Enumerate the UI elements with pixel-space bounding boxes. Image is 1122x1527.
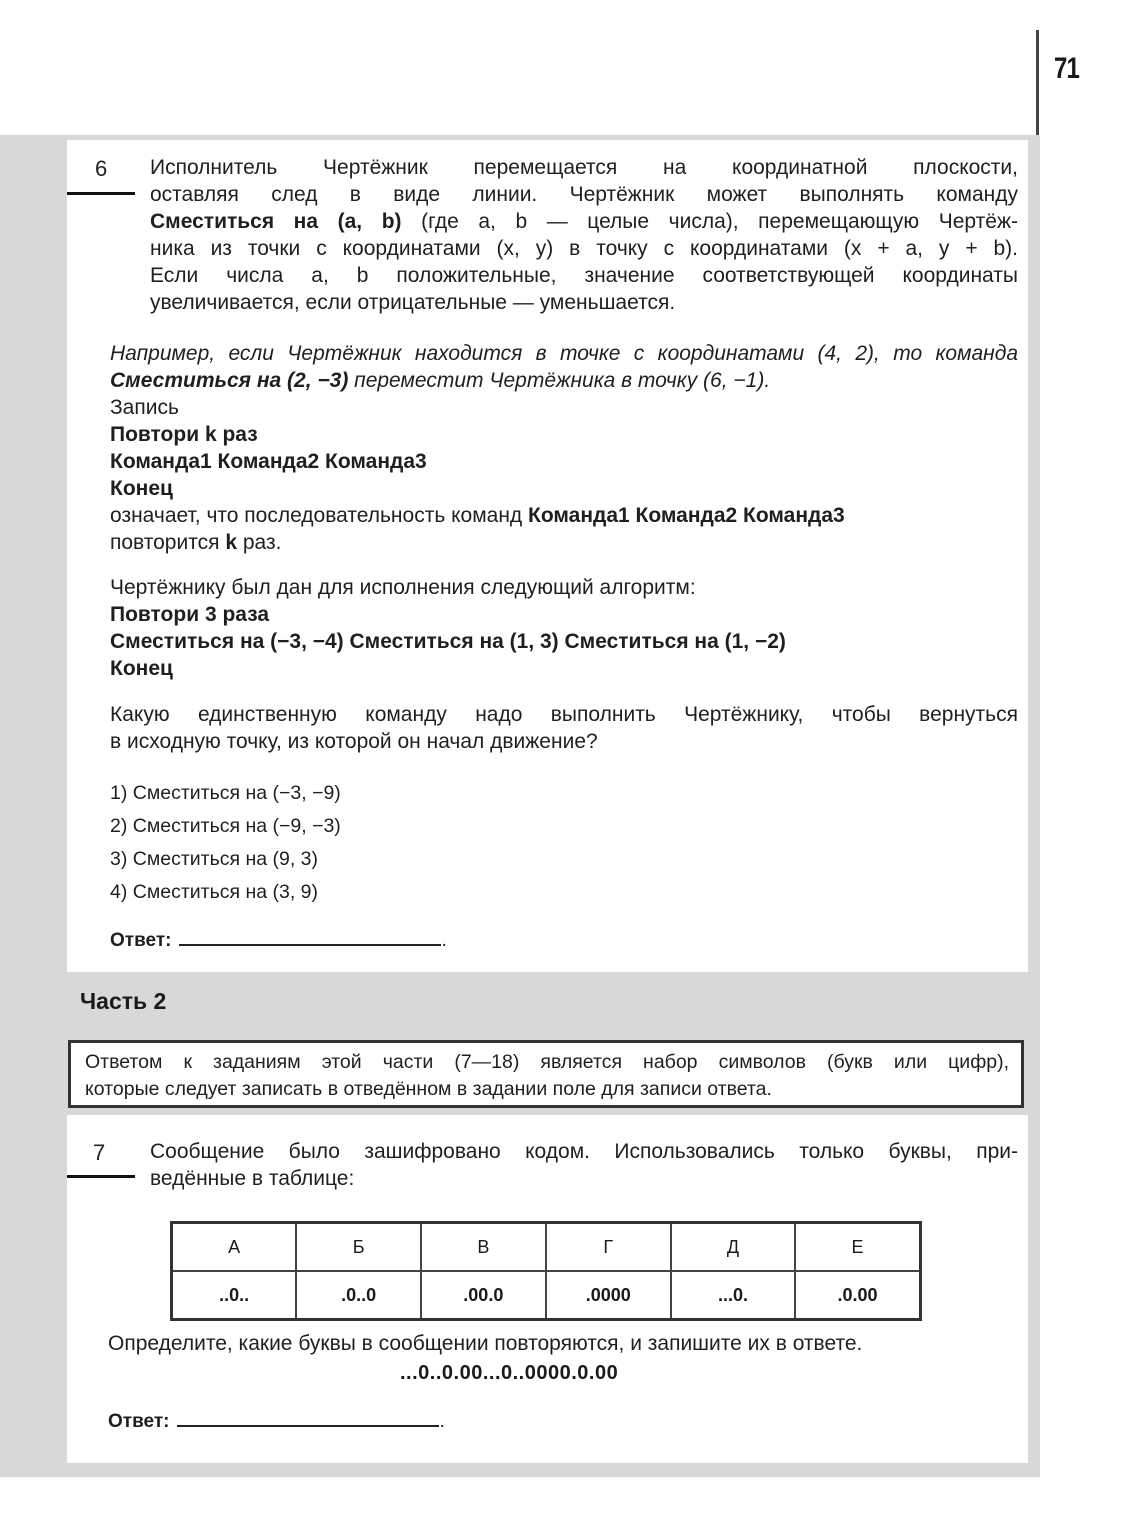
option-4[interactable]: 4) Сместиться на (3, 9): [110, 881, 319, 903]
code-cell: ...0.: [671, 1271, 795, 1320]
intro-line: ника из точки с координатами (x, y) в точку с координатами (x + a, y + b).: [150, 237, 1018, 260]
instruction-line: Ответом к заданиям этой части (7—18) является набор символов (букв или цифр),: [85, 1051, 1009, 1073]
task-7-answer-row: [108, 1407, 445, 1435]
example-command: Сместиться на (2, −3): [110, 369, 349, 392]
answer-options: [110, 777, 610, 909]
intro-line: Исполнитель Чертёжник перемещается на координатной плоскости,: [150, 156, 1018, 179]
code-cell: .0..0: [296, 1271, 421, 1320]
code-table: [170, 1221, 922, 1321]
algorithm-label: Чертёжнику был дан для исполнения следующий алгоритм:: [110, 576, 696, 599]
means-k: k: [225, 531, 237, 554]
record-line: Повтори k раз: [110, 423, 258, 446]
code-cell: .00.0: [421, 1271, 546, 1320]
intro-line: оставляя след в виде линии. Чертёжник может выполнять команду: [150, 183, 1018, 206]
letter-cell: Б: [296, 1223, 421, 1272]
option-3[interactable]: 3) Сместиться на (9, 3): [110, 848, 319, 870]
task-6-answer-field[interactable]: [179, 926, 441, 946]
answer-period: .: [441, 929, 447, 951]
means-line: [110, 529, 1018, 556]
answer-label: Ответ:: [110, 930, 172, 951]
example-text: переместит Чертёжника в точку (6, −1).: [348, 369, 771, 392]
record-label: Запись: [110, 396, 179, 419]
algorithm-block: [110, 574, 1018, 682]
answer-period: .: [439, 1410, 445, 1432]
intro-line: Если числа a, b положительные, значение соответствующей координаты: [150, 264, 1018, 287]
algorithm-line: Конец: [110, 657, 173, 680]
task-6-intro: [150, 154, 1018, 316]
example-line: Например, если Чертёжник находится в точке с координатами (4, 2), то команда: [110, 342, 1018, 365]
task-6-card: [67, 140, 1028, 972]
letter-cell: А: [172, 1223, 297, 1272]
option-1[interactable]: 1) Сместиться на (−3, −9): [110, 782, 341, 804]
means-line: [110, 502, 1018, 529]
page-margin-rule: [1036, 30, 1039, 135]
algorithm-line: Повтори 3 раза: [110, 603, 270, 626]
example-line: [110, 367, 1018, 394]
intro-line: [150, 208, 1018, 235]
task-6-example: [110, 340, 1018, 394]
task-7-answer-field[interactable]: [177, 1407, 439, 1427]
means-text: раз.: [237, 531, 282, 554]
instruction-line: которые следует записать в отведённом в задании поле для записи ответа.: [85, 1078, 772, 1100]
code-cell: ..0..: [172, 1271, 297, 1320]
letters-row: [172, 1223, 921, 1272]
means-text: повторится: [110, 531, 226, 554]
task-6-question: [110, 701, 1018, 755]
part-2-title: Часть 2: [80, 988, 167, 1014]
task-6-number: 6: [95, 156, 108, 181]
task-7-intro: [150, 1138, 1018, 1192]
intro-text: (где a, b — целые числа), перемещающую Чертёж-: [401, 210, 1018, 233]
encoded-message: ...0..0.00...0..0000.0.00: [400, 1362, 619, 1384]
command-syntax: Сместиться на (a, b): [150, 210, 402, 233]
record-explanation: [110, 394, 1018, 556]
codes-row: [172, 1271, 921, 1320]
question-line: в исходную точку, из которой он начал движение?: [110, 730, 598, 753]
option-2[interactable]: 2) Сместиться на (−9, −3): [110, 815, 341, 837]
means-commands: Команда1 Команда2 Команда3: [528, 504, 845, 527]
letter-cell: Е: [795, 1223, 920, 1272]
algorithm-line: Сместиться на (−3, −4) Сместиться на (1, 3) Сместиться на (1, −2): [110, 630, 786, 653]
part-2-instructions-box: [68, 1040, 1024, 1108]
code-cell: .0.00: [795, 1271, 920, 1320]
record-line: Конец: [110, 477, 173, 500]
task-7-number: 7: [93, 1140, 106, 1165]
question-line: Какую единственную команду надо выполнить Чертёжнику, чтобы вернуться: [110, 703, 1018, 726]
task-6-marker-bar: [67, 192, 135, 195]
letter-cell: Д: [671, 1223, 795, 1272]
letter-cell: Г: [546, 1223, 671, 1272]
part-2-instructions: [85, 1049, 1009, 1103]
intro-line: ведённые в таблице:: [150, 1167, 355, 1190]
letter-cell: В: [421, 1223, 546, 1272]
means-text: означает, что последовательность команд: [110, 504, 529, 527]
task-6-answer-row: [110, 926, 447, 954]
record-line: Команда1 Команда2 Команда3: [110, 450, 427, 473]
intro-line: Сообщение было зашифровано кодом. Использовались только буквы, при-: [150, 1140, 1018, 1163]
page-number: 71: [1054, 52, 1080, 85]
task-7-question: Определите, какие буквы в сообщении повторяются, и запишите их в ответе.: [108, 1332, 863, 1355]
answer-label: Ответ:: [108, 1411, 170, 1432]
task-7-marker-bar: [67, 1175, 135, 1178]
intro-line: увеличивается, если отрицательные — уменьшается.: [150, 291, 676, 314]
code-cell: .0000: [546, 1271, 671, 1320]
